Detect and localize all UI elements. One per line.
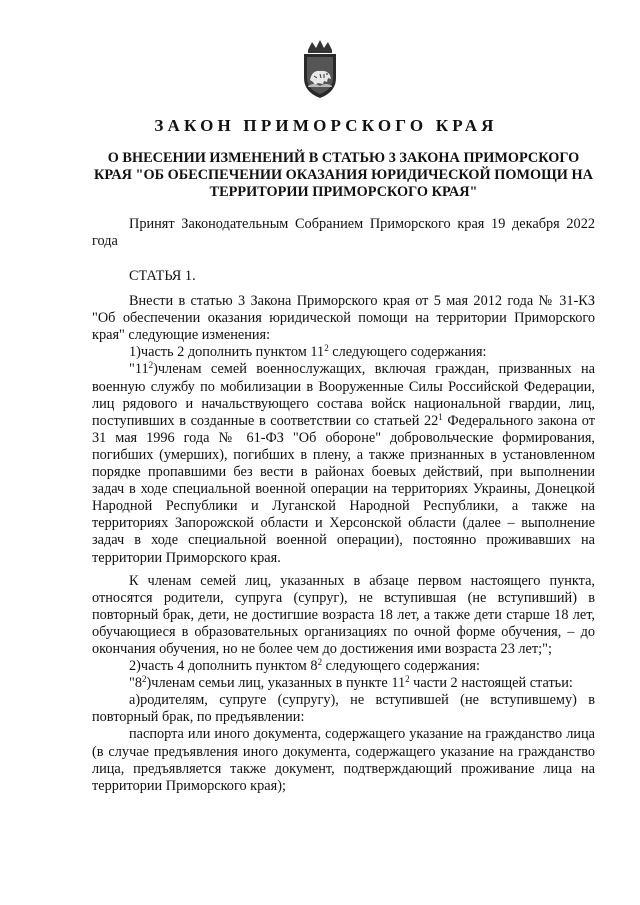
item-1: 1)часть 2 дополнить пунктом $11^2$ следующего содержания: (129, 343, 487, 361)
item-2: 2)часть 4 дополнить пунктом $8^2$ следующего содержания: (129, 657, 480, 675)
article-body (92, 268, 595, 795)
primorsky-krai-coat-of-arms-icon (298, 40, 342, 100)
law-title: ЗАКОН ПРИМОРСКОГО КРАЯ (154, 116, 498, 135)
quote-point-11-2: "$11^2)членам$ семей военнослужащих, включая граждан, призванных на военную службу по мобилизации в Вооруженные Силы Российской Федерации, лиц рядового и начальствующего состава войск национальной гвардии, лиц, поступивших в созданные в соответствии со статьей $22^1$ Федерального закона от 31 мая 1996 года № 61-ФЗ "Об обороне" добровольческие формирования, погибших (умерших), погибших в плену, а также признанных в установленном порядке пропавшими без вести в районах боевых действий, при выполнении задач в ходе специальной военной операции на территориях Украины, Донецкой Народной Республики и Луганской Народной Республики, а также на территориях Запорожской области и Херсонской области (далее – выполнение задач в ходе специальной военной операции), постоянно проживавших на территории Приморского края. (92, 360, 595, 566)
passport-paragraph: паспорта или иного документа, содержащего указание на гражданство лица (в случае предъявления иного документа, содержащего указание на гражданство лица, предъявляется также документ, подтверждающий проживание лица на территории Приморского края); (92, 726, 595, 794)
article-intro: Внести в статью 3 Закона Приморского края от 5 мая 2012 года № 31-КЗ "Об обеспечении оказания юридической помощи на территории Приморского края" следующие изменения: (92, 293, 595, 344)
family-members-paragraph: К членам семей лиц, указанных в абзаце первом настоящего пункта, относятся родители, супруга (супруг), не вступившая (не вступивший) в повторный брак, дети, не достигшие возраста 18 лет, а также дети старше 18 лет, обучающиеся в образовательных организациях по очной форме обучения, – до окончания обучения, но не более чем до достижения ими возраста 23 лет;"; (92, 572, 595, 657)
subitem-a: а)родителям, супруге (супругу), не вступившей (не вступившему) в повторный брак, по предъявлении: (92, 692, 595, 726)
article-heading: СТАТЬЯ 1. (129, 268, 196, 284)
adoption-statement: Принят Законодательным Собранием Приморского края 19 декабря 2022 года (92, 216, 595, 250)
emblem-container (0, 40, 640, 100)
law-subtitle: О ВНЕСЕНИИ ИЗМЕНЕНИЙ В СТАТЬЮ 3 ЗАКОНА ПРИМОРСКОГО КРАЯ "ОБ ОБЕСПЕЧЕНИИ ОКАЗАНИЯ ЮРИДИЧЕСКОЙ ПОМОЩИ НА ТЕРРИТОРИИ ПРИМОРСКОГО КРАЯ" (94, 150, 593, 201)
quote-point-8-2: "$8^2)членам$ семьи лиц, указанных в пункте $11^2$ части 2 настоящей статьи: (129, 674, 573, 692)
